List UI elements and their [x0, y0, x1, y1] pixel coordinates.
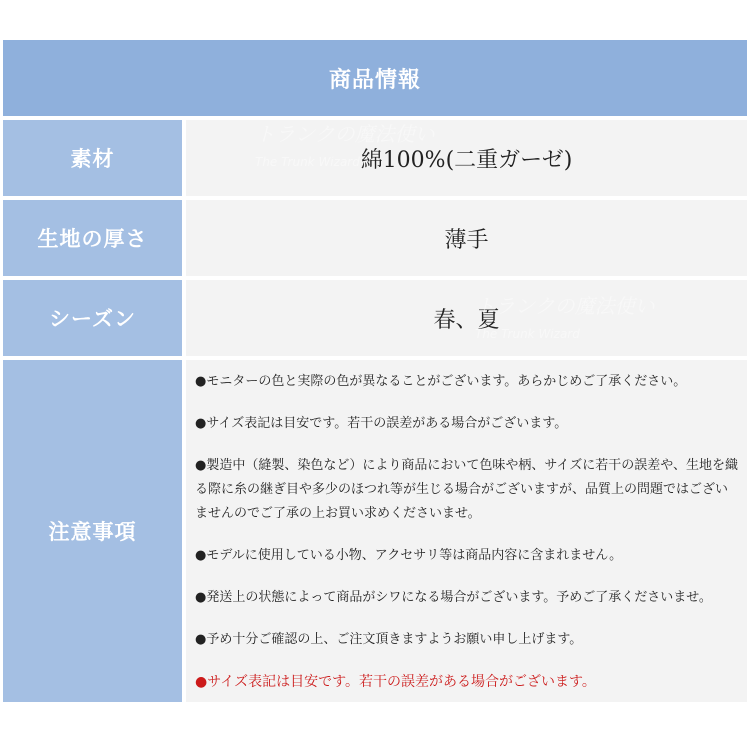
watermark-text: トランクの魔法使い — [255, 122, 435, 146]
season-row — [3, 280, 747, 356]
note-item: ●予め十分ご確認の上、ご注文頂きますようお願い申し上げます。 — [195, 632, 583, 647]
thickness-row — [3, 200, 747, 276]
notes-list — [186, 360, 747, 702]
product-info-table — [3, 40, 747, 702]
notes-label: 注意事項 — [3, 360, 182, 702]
material-value: 綿100%(二重ガーゼ) — [186, 120, 747, 196]
note-item-red: ●サイズ表記は目安です。若干の誤差がある場合がございます。 — [195, 674, 596, 690]
note-item: ●モニターの色と実際の色が異なることがございます。あらかじめご了承ください。 — [195, 374, 687, 389]
note-item: ●モデルに使用している小物、アクセサリ等は商品内容に含まれません。 — [195, 548, 623, 563]
watermark-subtext: The Trunk Wizard — [255, 155, 360, 169]
note-item: ●サイズ表記は目安です。若干の誤差がある場合がございます。 — [195, 416, 568, 431]
notes-row — [3, 360, 747, 702]
thickness-label: 生地の厚さ — [3, 200, 182, 276]
table-header — [3, 40, 747, 116]
material-row — [3, 120, 747, 196]
season-label: シーズン — [3, 280, 182, 356]
watermark-text: トランクの魔法使い — [475, 294, 655, 318]
season-value: 春、夏 — [186, 280, 747, 356]
watermark-subtext: The Trunk Wizard — [475, 327, 580, 341]
material-label: 素材 — [3, 120, 182, 196]
note-item: ●発送上の状態によって商品がシワになる場合がございます。予めご了承くださいませ。 — [195, 590, 712, 605]
header-title: 商品情報 — [328, 66, 421, 93]
note-item: ●製造中（縫製、染色など）により商品において色味や柄、サイズに若干の誤差や、生地を織る際に糸の継ぎ目や多少のほつれ等が生じる場合がございますが、品質上の問題ではございませんのでご了承の上お買い求めくださいませ。 — [195, 458, 739, 521]
thickness-value: 薄手 — [186, 200, 747, 276]
